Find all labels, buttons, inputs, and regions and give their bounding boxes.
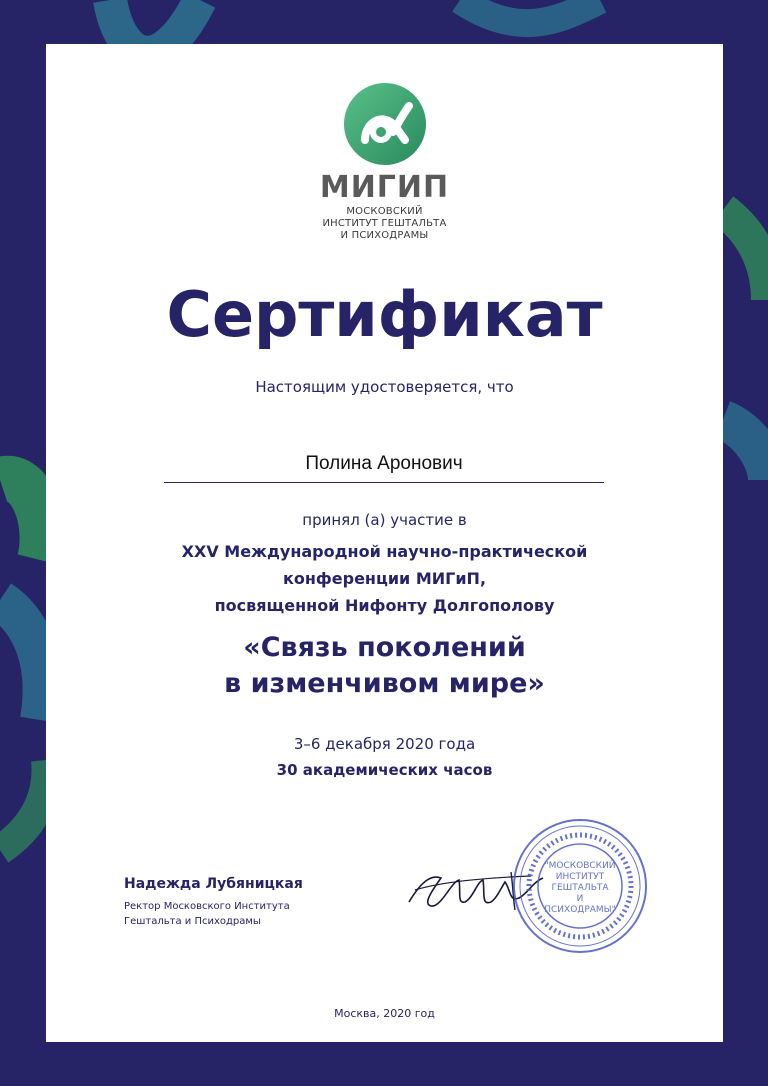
round-seal-stamp-icon (510, 816, 650, 956)
migip-alpha-logo-icon (343, 82, 427, 166)
signatory-role (124, 899, 290, 929)
signatory-role-line: Ректор Московского Института (124, 901, 290, 912)
conference-name (46, 538, 723, 619)
conference-line: XXV Международной научно-практической (181, 542, 588, 561)
academic-hours: 30 академических часов (276, 761, 493, 779)
recipient-underline (164, 482, 604, 483)
theme-line: в изменчивом мире» (224, 668, 545, 699)
conference-line: посвященной Нифонту Долгополову (214, 596, 555, 615)
brand-subtitle-line: ИНСТИТУТ ГЕШТАЛЬТА (322, 218, 447, 229)
conference-dates: 3–6 декабря 2020 года (293, 735, 476, 753)
stamp-center-line: "МОСКОВСКИЙ (544, 861, 616, 871)
brand-name: МИГИП (319, 170, 450, 205)
signatory-role-line: Гештальта и Психодрамы (124, 916, 261, 927)
participation-text: принял (а) участие в (302, 511, 467, 529)
brand-subtitle-line: МОСКОВСКИЙ (346, 206, 423, 217)
theme-line: «Связь поколений (243, 632, 526, 663)
conference-line: конференции МИГиП, (282, 569, 487, 588)
stamp-center-line: И (576, 894, 584, 904)
brand-subtitle-line: И ПСИХОДРАМЫ (340, 230, 429, 241)
certificate-title: Сертификат (166, 278, 603, 351)
certificate-subtitle: Настоящим удостоверяется, что (255, 378, 514, 396)
certificate-sheet (46, 44, 723, 1042)
conference-theme (46, 630, 723, 702)
stamp-center-line: ПСИХОДРАМЫ" (544, 905, 616, 915)
recipient-name: Полина Аронович (305, 453, 463, 474)
brand-subtitle (46, 206, 723, 242)
footer-location-year: Москва, 2020 год (334, 1007, 435, 1020)
stamp-center-line: ИНСТИТУТ (555, 872, 605, 882)
signatory-name: Надежда Лубяницкая (124, 876, 303, 892)
stamp-center-line: ГЕШТАЛЬТА (551, 883, 609, 893)
